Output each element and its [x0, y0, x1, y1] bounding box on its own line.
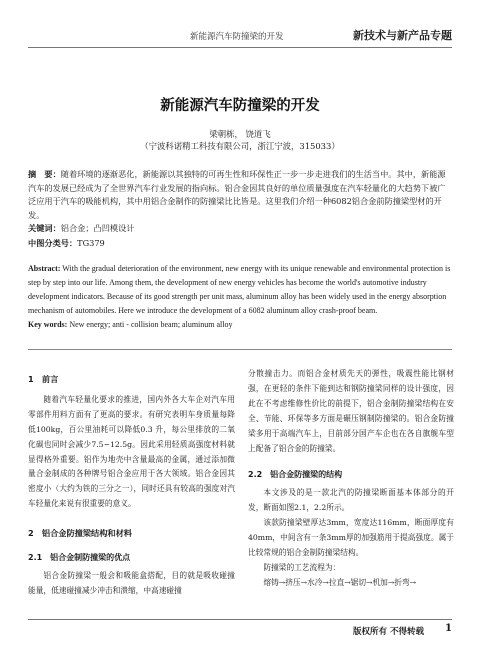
running-title: 新能源汽车防撞梁的开发	[190, 32, 284, 42]
keywords-en	[28, 320, 456, 329]
keywords-cn-text: 铝合金；凸凹模设计	[60, 223, 135, 233]
clc-value: TG379	[77, 238, 105, 248]
paragraph: 该款防撞梁壁厚达3mm，宽度达116mm，断面厚度有40mm，中间含有一条3mm厚的加强筋用于提高强度。属于比较常规的铝合金制防撞梁结构。	[248, 518, 454, 557]
clc-label: 中图分类号：	[28, 238, 78, 248]
abstract-cn-text: 随着环境的逐渐恶化，新能源以其独特的可再生性和环保性正一步一步走进我们的生活当中。其中，新能源汽车的发展已经成为了全世界汽车行业发展的指向标。铝合金因其良好的单位质量强度在汽车轻量化的大趋势下被广泛应用于汽车的吸能机构，其中用铝合金制作的防撞梁比比皆是。这里我们介绍一种6082铝合金前防撞梁型材的开发。	[28, 169, 446, 220]
keywords-cn-label: 关键词：	[28, 223, 61, 233]
paragraph: 铝合金防撞梁一般会和吸能盒搭配，目的就是吸收碰撞能量，低速碰撞减少冲击和溃缩，中高速碰撞	[28, 570, 235, 595]
keywords-cn	[28, 223, 134, 234]
paragraph: 分散撞击力。而铝合金材质先天的弹性，吸震性能比钢材强，在更轻的条件下能到达和钢防撞梁同样的设计强度，因此在不考虑维修性价比的前提下，铝合金制防撞梁结构在安全、节能、环保等多方面是碾压钢制防撞梁的。铝合金防撞梁多用于高端汽车上，目前部分国产车企也在各自旗舰车型上配备了铝合金的防撞梁。	[248, 369, 454, 453]
keywords-en-label: Key words:	[28, 320, 68, 329]
abstract-cn	[28, 168, 452, 222]
section-heading: 1 前言	[28, 374, 59, 384]
body-column-left	[28, 367, 235, 599]
copyright-notice: 版权所有 不得转载	[353, 627, 424, 637]
section-heading: 2 铝合金防撞梁结构和材料	[28, 528, 132, 539]
keywords-en-text: New energy; anti - collision beam; aluminum alloy	[69, 320, 233, 329]
paragraph: 本文涉及的是一款北汽的防撞梁断面基本体部分的开发，断面如图2.1，2.2所示。	[248, 488, 454, 513]
body-column-right	[248, 367, 454, 591]
paragraph: 防撞梁的工艺流程为：	[263, 562, 341, 572]
section-title: 新技术与新产品专题	[353, 29, 452, 42]
abstract-en-label: Abstract:	[28, 264, 61, 273]
article-title: 新能源汽车防撞梁的开发	[160, 97, 320, 114]
subsection-heading: 2.1 铝合金制防撞梁的优点	[28, 553, 131, 563]
section-divider	[28, 349, 452, 350]
authors: 梁朝栋， 饶道飞	[209, 129, 271, 139]
page-number: 1	[445, 623, 452, 634]
subsection-heading: 2.2 铝合金防撞梁的结构	[248, 470, 343, 480]
clc-number	[28, 238, 105, 249]
paragraph: 随着汽车轻量化要求的推进，国内外各大车企对汽车用零部件用料方面有了更高的要求。有研究表明车身质量每降低100kg，百公里油耗可以降低0.3 升，每公里排放的二氧化碳也同时会减少7.5~12.5g。因此采用轻质高强度材料就显得格外重要。铝作为地壳中含量最高的金属，通过添加微量合金制成的各种牌号铝合金应用于各大领域。铝合金因其密度小（大约为铁的三分之一），同时还具有较高的强度对汽车轻量化来说有很重要的意义。	[28, 394, 235, 509]
paragraph: 熔铸→挤压→水冷→拉直→锯切→机加→折弯→	[263, 577, 417, 587]
abstract-en	[28, 262, 456, 318]
header-rule	[28, 47, 452, 48]
footer-rule	[28, 619, 452, 620]
affiliation: （宁波科诺精工科技有限公司，浙江宁波，315033）	[140, 141, 340, 151]
abstract-cn-label: 摘 要：	[28, 169, 61, 179]
abstract-en-text: With the gradual deterioration of the environment, new energy with its unique renewable and environmental protection is step by step into our life. Among them, the development of new energy vehicles has become the world's automotive industry development indicators. Because of its good strength per unit mass, aluminum alloy has been widely used in the energy absorption mechanism of automobiles. Here we introduce the development of a 6082 aluminum alloy crash-proof beam.	[28, 264, 451, 315]
